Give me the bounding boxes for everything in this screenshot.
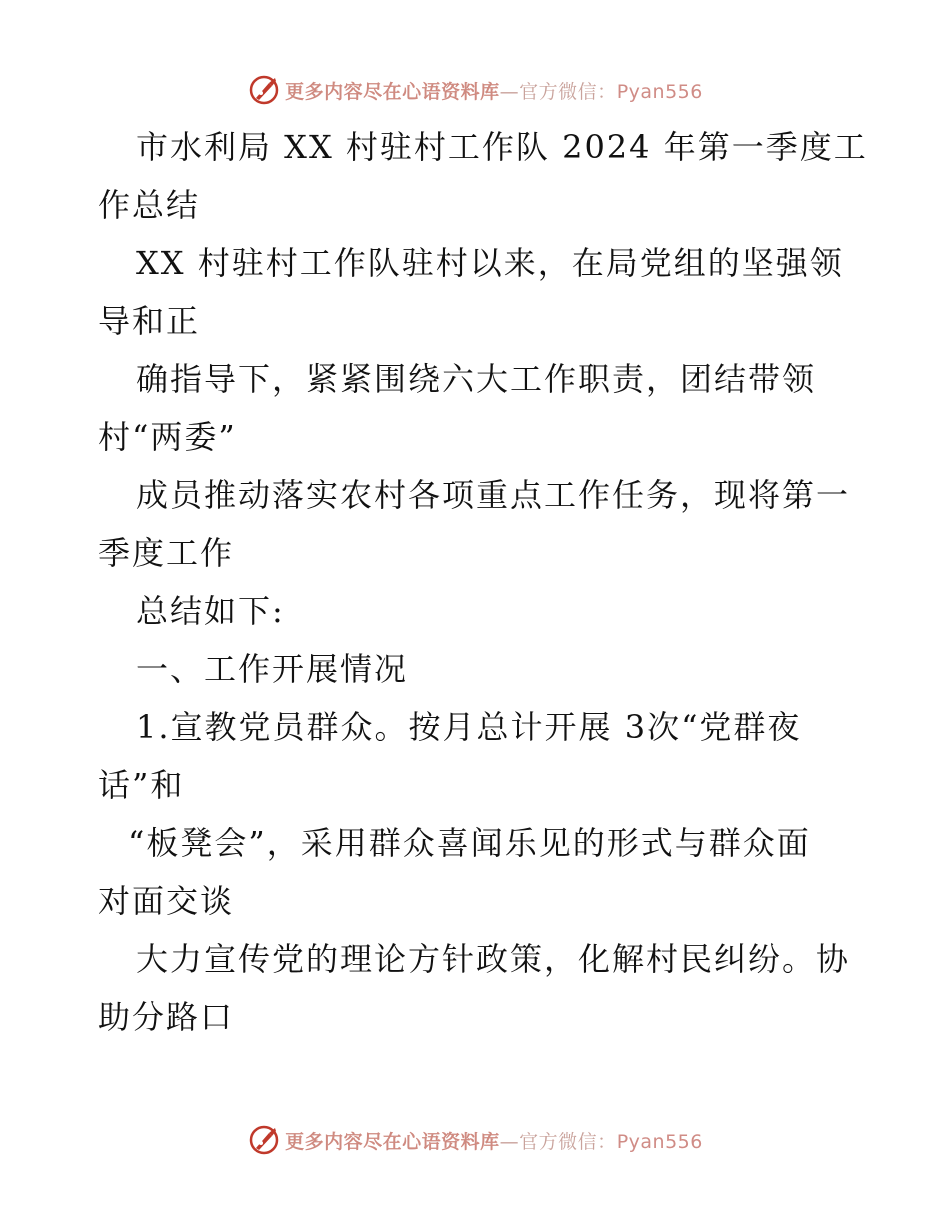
watermark-brand: 更多内容尽在心语资料库 <box>285 80 500 103</box>
paragraph-line: 助分路口 <box>98 998 235 1036</box>
document-body <box>98 118 868 1046</box>
title-line-1: 市水利局 XX 村驻村工作队 2024 年第一季度工 <box>136 128 868 166</box>
watermark-official: 官方微信： <box>519 1130 617 1153</box>
watermark-id: Pyan556 <box>616 80 703 103</box>
section-heading: 一、工作开展情况 <box>136 650 409 688</box>
paragraph-line: 话”和 <box>98 766 185 804</box>
paragraph-line: 对面交谈 <box>98 882 235 920</box>
paragraph-line: XX 村驻村工作队驻村以来，在局党组的坚强领 <box>136 244 844 282</box>
watermark-dash: — <box>499 1130 520 1153</box>
footer-watermark <box>0 1120 950 1160</box>
watermark-text <box>285 1127 703 1154</box>
paragraph-line: 村“两委” <box>98 418 237 456</box>
quill-logo-icon <box>247 1123 281 1157</box>
paragraph-line: 季度工作 <box>98 534 235 572</box>
title-line-2: 作总结 <box>98 186 201 224</box>
paragraph-line: “板凳会”，采用群众喜闻乐见的形式与群众面 <box>128 824 811 862</box>
paragraph-line: 导和正 <box>98 302 201 340</box>
watermark-text <box>285 77 703 104</box>
paragraph-line: 总结如下: <box>136 592 285 630</box>
paragraph-line: 大力宣传党的理论方针政策，化解村民纠纷。协 <box>136 940 851 978</box>
paragraph-line: 确指导下，紧紧围绕六大工作职责，团结带领 <box>136 360 817 398</box>
header-watermark <box>0 70 950 110</box>
watermark-brand: 更多内容尽在心语资料库 <box>285 1130 500 1153</box>
quill-logo-icon <box>247 73 281 107</box>
watermark-id: Pyan556 <box>616 1130 703 1153</box>
paragraph-line: 成员推动落实农村各项重点工作任务，现将第一 <box>136 476 851 514</box>
watermark-official: 官方微信： <box>519 80 617 103</box>
watermark-dash: — <box>499 80 520 103</box>
paragraph-line: 1.宣教党员群众。按月总计开展 3次“党群夜 <box>136 708 802 746</box>
